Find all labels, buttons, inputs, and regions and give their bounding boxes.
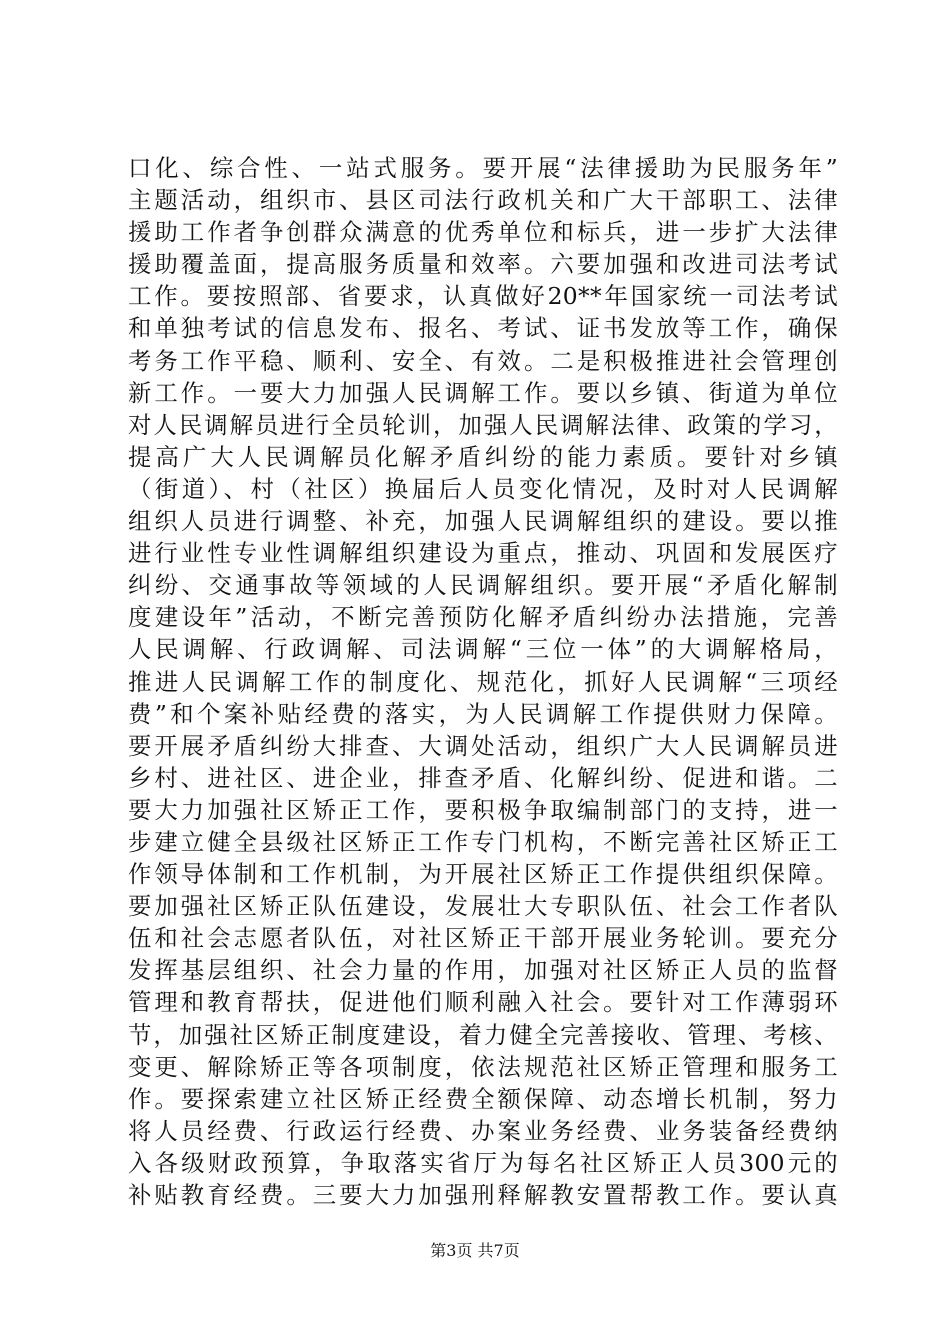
text-line: 对人民调解员进行全员轮训，加强人民调解法律、政策的学习， bbox=[128, 410, 838, 439]
page-number: 第3页 共7页 bbox=[430, 1241, 520, 1260]
text-line: 口化、综合性、一站式服务。要开展“法律援助为民服务年” bbox=[128, 154, 838, 182]
text-line: 推进人民调解工作的制度化、规范化，抓好人民调解“三项经 bbox=[128, 667, 838, 696]
text-line: 人民调解、行政调解、司法调解“三位一体”的大调解格局， bbox=[128, 635, 838, 664]
text-line: 节，加强社区矫正制度建设，着力健全完善接收、管理、考核、 bbox=[128, 1020, 838, 1049]
text-line: 主题活动，组织市、县区司法行政机关和广大干部职工、法律 bbox=[128, 186, 838, 215]
text-line: 组织人员进行调整、补充，加强人民调解组织的建设。要以推 bbox=[128, 507, 838, 536]
text-line: 步建立健全县级社区矫正工作专门机构，不断完善社区矫正工 bbox=[128, 827, 838, 856]
text-line: （街道）、村（社区）换届后人员变化情况，及时对人民调解 bbox=[128, 474, 838, 503]
text-line: 入各级财政预算，争取落实省厅为每名社区矫正人员300元的 bbox=[128, 1148, 838, 1177]
text-line: 进行业性专业性调解组织建设为重点，推动、巩固和发展医疗 bbox=[128, 539, 838, 568]
text-line: 和单独考试的信息发布、报名、考试、证书发放等工作，确保 bbox=[128, 314, 838, 343]
text-line: 伍和社会志愿者队伍，对社区矫正干部开展业务轮训。要充分 bbox=[128, 924, 838, 953]
text-line: 将人员经费、行政运行经费、办案业务经费、业务装备经费纳 bbox=[128, 1116, 838, 1145]
text-line: 度建设年”活动，不断完善预防化解矛盾纠纷办法措施，完善 bbox=[128, 603, 838, 632]
body-text bbox=[128, 152, 838, 1211]
text-line: 要开展矛盾纠纷大排查、大调处活动，组织广大人民调解员进 bbox=[128, 731, 838, 760]
text-line: 考务工作平稳、顺利、安全、有效。二是积极推进社会管理创 bbox=[128, 346, 838, 375]
text-line: 发挥基层组织、社会力量的作用，加强对社区矫正人员的监督 bbox=[128, 956, 838, 985]
text-line: 要大力加强社区矫正工作，要积极争取编制部门的支持，进一 bbox=[128, 795, 838, 824]
text-line: 新工作。一要大力加强人民调解工作。要以乡镇、街道为单位 bbox=[128, 378, 838, 407]
text-line: 管理和教育帮扶，促进他们顺利融入社会。要针对工作薄弱环 bbox=[128, 988, 838, 1017]
text-line: 援助工作者争创群众满意的优秀单位和标兵，进一步扩大法律 bbox=[128, 218, 838, 247]
text-line: 工作。要按照部、省要求，认真做好20**年国家统一司法考试 bbox=[128, 282, 838, 311]
text-line: 变更、解除矫正等各项制度，依法规范社区矫正管理和服务工 bbox=[128, 1052, 838, 1081]
text-line: 援助覆盖面，提高服务质量和效率。六要加强和改进司法考试 bbox=[128, 250, 838, 279]
text-line: 作。要探索建立社区矫正经费全额保障、动态增长机制，努力 bbox=[128, 1084, 838, 1113]
text-line: 作领导体制和工作机制，为开展社区矫正工作提供组织保障。 bbox=[128, 860, 838, 889]
text-line: 纠纷、交通事故等领域的人民调解组织。要开展“矛盾化解制 bbox=[128, 571, 838, 600]
text-line: 乡村、进社区、进企业，排查矛盾、化解纠纷、促进和谐。二 bbox=[128, 763, 838, 792]
text-line: 提高广大人民调解员化解矛盾纠纷的能力素质。要针对乡镇 bbox=[128, 442, 838, 471]
text-line: 补贴教育经费。三要大力加强刑释解教安置帮教工作。要认真 bbox=[128, 1181, 838, 1209]
text-line: 费”和个案补贴经费的落实，为人民调解工作提供财力保障。 bbox=[128, 699, 838, 728]
text-line: 要加强社区矫正队伍建设，发展壮大专职队伍、社会工作者队 bbox=[128, 892, 838, 921]
